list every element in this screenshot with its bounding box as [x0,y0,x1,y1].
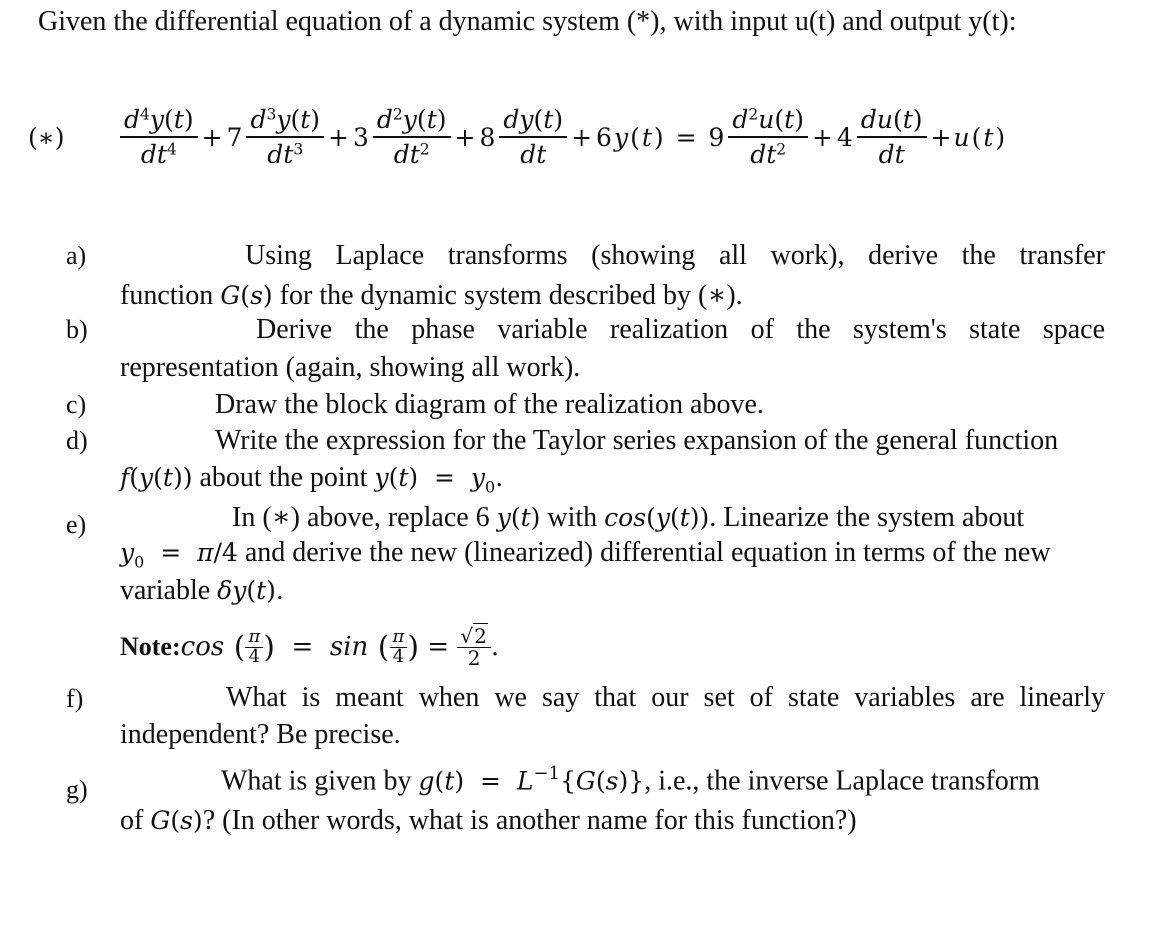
question-b-letter: b) [66,315,88,344]
question-e-line3: variable δy(t). [120,575,284,606]
question-f-letter: f) [66,684,84,713]
question-f-line2: independent? Be precise. [120,719,401,750]
question-d-line1: Write the expression for the Taylor series expansion of the general function [215,425,1059,456]
question-b-line1: Derive the phase variable realization of the system's state space [256,314,1105,345]
question-a-letter: a) [66,241,87,270]
equation-tag: (∗) [28,122,65,152]
coef-d3y: 7 [226,122,243,152]
note-identity: Note: cos ( $\frac{\pi}{4}$ ) = sin ( $\frac{\pi}{4}$ ) = $\frac{√2}{2}$ . [120,623,500,670]
term-dy: $\frac{dy(t)}{dt}$ [499,105,567,169]
coef-dy: 8 [479,122,496,152]
differential-equation: (∗) $\frac{d^4y(t)}{dt^4}$ + 7 $\frac{d^3y(t)}{dt^3}$ + 3 $\frac{d^2y(t)}{dt^2}$ + 8 $\frac{dy(t)}{dt}$ + 6 y ( t ) = 9 $\frac{d^2u(t)}{dt^2}$ + 4 $\frac{du(t)}{dt}$ + u ( t ) [28,105,1006,169]
question-d-line2: f(y(t)) about the point $y(t) = y_0$. [120,462,504,497]
note-label: Note: [120,632,181,661]
question-g-letter: g) [66,775,88,804]
question-e-letter: e) [66,510,87,539]
question-b-line2: representation (again, showing all work). [120,352,581,383]
note-sin: sin [329,632,369,662]
term-d2y: $\frac{d^2y(t)}{dt^2}$ [373,105,451,169]
question-f-line1: What is meant when we say that our set of state variables are linearly [226,682,1105,713]
intro-text: Given the differential equation of a dynamic system (*), with input u(t) and output y(t): [38,6,1017,37]
question-e-line2: $y_0 = \pi/4$ and derive the new (linearized) differential equation in terms of the new [120,537,1051,572]
term-d2u: $\frac{d^2u(t)}{dt^2}$ [728,105,808,169]
coef-d2u: 9 [708,122,725,152]
coef-y: 6 [596,122,612,152]
note-cos: cos [180,632,225,662]
question-a-line2: function G(s) for the dynamic system described by (∗). [120,280,743,311]
question-g-line1: What is given by $g(t) = L^{-1}\{G(s)\}$, i.e., the inverse Laplace transform [221,763,1040,797]
term-du: $\frac{du(t)}{dt}$ [857,105,927,169]
coef-d2y: 3 [353,122,369,152]
question-c-line1: Draw the block diagram of the realization above. [215,389,764,420]
term-d3y: $\frac{d^3y(t)}{dt^3}$ [246,105,324,169]
question-a-line1: Using Laplace transforms (showing all work), derive the transfer [245,240,1105,271]
coef-du: 4 [836,122,853,152]
question-c-letter: c) [66,390,87,419]
term-d4y: $\frac{d^4y(t)}{dt^4}$ [120,105,198,169]
question-g-line2: of G(s)? (In other words, what is another name for this function?) [120,805,857,836]
question-e-line1: In (∗) above, replace 6 y(t) with cos(y(t)). Linearize the system about [232,502,1025,533]
question-d-letter: d) [66,426,88,455]
